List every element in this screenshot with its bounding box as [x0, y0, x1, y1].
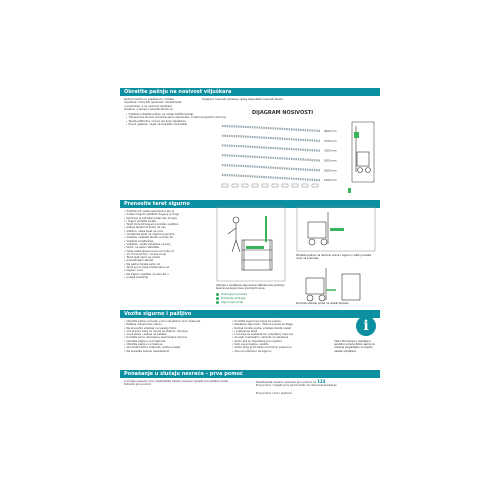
s3-bullet: • Pažljiva manevrima, lakoću. — [124, 323, 200, 326]
diagram-row-label: 4000 mm — [324, 129, 337, 133]
s3-bullet: • Obratite pažnju na znakove, — [124, 343, 200, 346]
diagram-row-label: 2600 mm — [324, 169, 337, 173]
s3-bullets-mid — [232, 320, 293, 353]
diagram-scale-box — [262, 184, 268, 187]
emergency-number: 124 — [317, 379, 326, 384]
section-1-header: Obratite pažnju na nosivost viljuškara — [120, 88, 380, 96]
s3-bullet: • U slučaju sa prebacenom (viljuškar), koje vas — [232, 333, 293, 336]
s2-bullet: • Viljuškar, nosite viljuškare na svoj — [124, 243, 179, 246]
s2-bullet: • i tegnic podizite tereta — [124, 220, 179, 223]
s1-bullets — [126, 113, 226, 126]
s3-bullet: • Obratite pažnju na ljude u zoni viljuškara i kroz opasnost — [124, 320, 200, 323]
diagram-scale-box — [292, 184, 298, 187]
diagram-series-line — [222, 126, 320, 131]
s2-bullet: • pažljivo, nalpa teret na ornu, — [124, 230, 179, 233]
diagram-scale-box — [222, 184, 228, 187]
s2-bullet: • Teret opet samo sa visoko — [124, 256, 179, 259]
forklift-height-illustration — [296, 206, 376, 252]
s2-bullet: • 15 cm iznad tla, i na kao svoje — [124, 253, 179, 256]
s2-bullet: • Viljuškar natezati tereta na ampi bri — [124, 236, 179, 239]
diagram-scale-box — [252, 184, 258, 187]
s2-right-note-2: Kontrole sadržaj pored ne izlaziti stopalo. — [296, 302, 350, 305]
s3-bullet: • Nepažnje sigurnost - Interna pravila za stage — [232, 323, 293, 326]
diagram-scale-box — [302, 184, 308, 187]
s3-bullet: • Obratite pažnju na prolaznost, — [124, 340, 200, 343]
diagram-caption: Dijagram nosivosti pokazuje opseg kapaciteta nosivosti tereta. — [202, 98, 284, 101]
diagram-scale-box — [242, 184, 248, 187]
document-page — [120, 88, 380, 404]
s2-bullet: • posmatrajem zemlje — [124, 259, 179, 262]
s2-bullet: • Viljuškar izvađivanja: — [124, 240, 179, 243]
s2-bullet: • pažnje tereta i/ili teder na vas, — [124, 226, 179, 229]
diagram-row-label: 3300 mm — [324, 149, 337, 153]
s2-bullet: • teret i na zakon skladište — [124, 246, 179, 249]
s4-line: U slučaju nesreće: prvo obezbijedite mjesto nesreće i spasite povrijeđene osobe — [124, 380, 229, 383]
diagram-lines — [222, 126, 320, 180]
s2-bullet: • obustavite teret na viljeme prevozim — [124, 233, 179, 236]
diagram-series-line — [222, 155, 320, 160]
s2-bullet: • dublje moguće (plitkost moguće je drugi — [124, 213, 179, 216]
operator-rack-illustration — [216, 206, 286, 282]
diagram-scale-box — [232, 184, 238, 187]
s4-right — [256, 380, 337, 395]
s3-bullet: • Sam sve prosjeku, uvažite — [232, 343, 293, 346]
s2-bullet: • Podizite i/ili nosite opet teret a što je — [124, 210, 179, 213]
legend-item: Primerite prtljaga — [216, 296, 245, 300]
s2-bullet: • Teret se ne smije dodati samo sa — [124, 266, 179, 269]
s1-intro-line: viljuškara; može biti opasnost i dovesti teret — [124, 101, 182, 105]
s2-bullet: • Dolje postavljenje nivoa ne može od — [124, 250, 179, 253]
s1-bullet: • Viljuškar (obratite pažnju na centar težišta tereta) — [126, 113, 186, 116]
s3-bullet: • Voz previra veza na osnovi sa stazom, dovoljno — [124, 330, 200, 333]
s3-bullet: • Koristite sigurnosni pojas za vozače — [232, 320, 293, 323]
s2-bullets — [124, 210, 179, 279]
s3-bullet: • Ako teret blokira vidljivost, vozite unazad, — [124, 346, 200, 349]
s3-bullet: • Koristite samo dozvoljene saobraćajne dionice. — [124, 336, 200, 339]
diagram-scale-box — [272, 184, 278, 187]
diagram-scale-box — [282, 184, 288, 187]
diagram-row-labels — [324, 129, 337, 182]
section-4-header: Ponašanje u slučaju nesreće – prva pomoć — [120, 370, 380, 378]
s1-bullet: • Transportne dionice (kontrola samo elemenata, čvrsta transportne dionice) — [126, 116, 186, 119]
s1-intro-line: u prevrtanje, a na nosivost viljuškara — [124, 104, 173, 108]
diagram-bottom-scale — [222, 184, 318, 187]
s3-bullet: • žice na odobrenu da sigurno — [232, 350, 293, 353]
diagram-scale-box — [312, 184, 318, 187]
diagram-row-label: 3000 mm — [324, 159, 337, 163]
s2-right-note-1: Obratite pažnju na dozvolu visine i sigurnu i pažnju tereta nivoj na prenoset — [296, 254, 372, 261]
s4-left — [124, 380, 228, 387]
s1-bullet: • Tereta platforma i izvore (za auto viljuškare) — [126, 120, 186, 123]
marker-green — [348, 188, 351, 193]
s2-bullet: • Na kapuru viljuškar ne sme bit u — [124, 273, 179, 276]
s3-bullets-left — [124, 320, 200, 353]
diagram-title: DIJAGRAM NOSIVOSTI — [252, 110, 314, 116]
s3-bullet: • Samo zbog prvih kada ne brodovi posjed na — [232, 346, 293, 349]
s2-bullet: • tegnac; prvo — [124, 269, 179, 272]
s1-intro-line: posebno u slučaju nosivosti tereta na: — [124, 107, 174, 111]
diagram-series-line — [222, 175, 320, 180]
s4-right-line-2: Prva pomoć i mjesto prve pomoći tako do rada dokumentacije — [256, 384, 337, 388]
forklift-icon — [354, 126, 371, 173]
s3-bullet: • Samo koji su dopuštena pre uvjetom — [232, 340, 293, 343]
s1-intro-line: Kada tumačite na viljuškarom, možete — [124, 98, 174, 101]
legend-item: Dozvoljena pravila — [216, 292, 247, 296]
diagram-series-line — [222, 165, 320, 170]
diagram-series-line — [222, 145, 320, 150]
s2-bullet: • polega polednije — [124, 276, 179, 279]
s4-right-line-1: Obezbijedite nesreći i pozovite prvu pomoć na — [256, 381, 317, 384]
section-2-header: Prenosite teret sigurno — [120, 200, 380, 208]
s2-bullet: • Na pažnju tereta samo od — [124, 263, 179, 266]
s3-bullet: • mora staze - pažnje na pešake — [124, 333, 200, 336]
diagram-series-line — [222, 136, 320, 141]
s3-bullet: • da sedi i nazivajmo, oslonite na obrazove — [232, 336, 293, 339]
s3-bullet: • i prebrisane teret — [232, 330, 293, 333]
s4-bottom-line: Prva pomoć i ime i prezime: — [256, 391, 293, 395]
info-icon: i — [356, 316, 376, 336]
s1-bullet: • Povoz, galerije, nagib na skladištu (za terete) — [126, 123, 186, 126]
diagram-row-label: 3700 mm — [324, 139, 337, 143]
diagram-row-label: 2300 mm — [324, 179, 337, 183]
s4-line: Pozovite prvu pomoć — [124, 383, 152, 387]
section-3-header: Vozite sigurno i pažljivo — [120, 310, 380, 318]
s3-bullet: • Ne prelazite puteve nezaduženih — [124, 350, 200, 353]
legend-dot-icon — [216, 301, 219, 304]
s2-bullet: • teret koji je potreban jedan tao drugoj) — [124, 217, 179, 220]
s2-bullet: • Teret mora biti sigurno položen, pažljivo — [124, 223, 179, 226]
s3-info-note: Više informacija o viljuškaru, uputstvo proizvođača, šema za nošenje pogledajte na mjesto nalaza viljuškara. — [334, 340, 375, 353]
s3-bullet: • Kemija koriste osobe, pristupa tereta nazad — [232, 327, 293, 330]
load-diagram — [202, 104, 376, 194]
s3-bullet: • Ne prevozite viljuškar na visokoj brzini — [124, 327, 200, 330]
legend-item: Sigurnosni znak — [216, 300, 243, 304]
s1-intro — [124, 98, 182, 111]
s2-center-note: Uklanje u spuštanja sigurnosne stabilne pre (poziciju terena) sa sigurnosnu pozicijom zone. — [216, 284, 285, 291]
